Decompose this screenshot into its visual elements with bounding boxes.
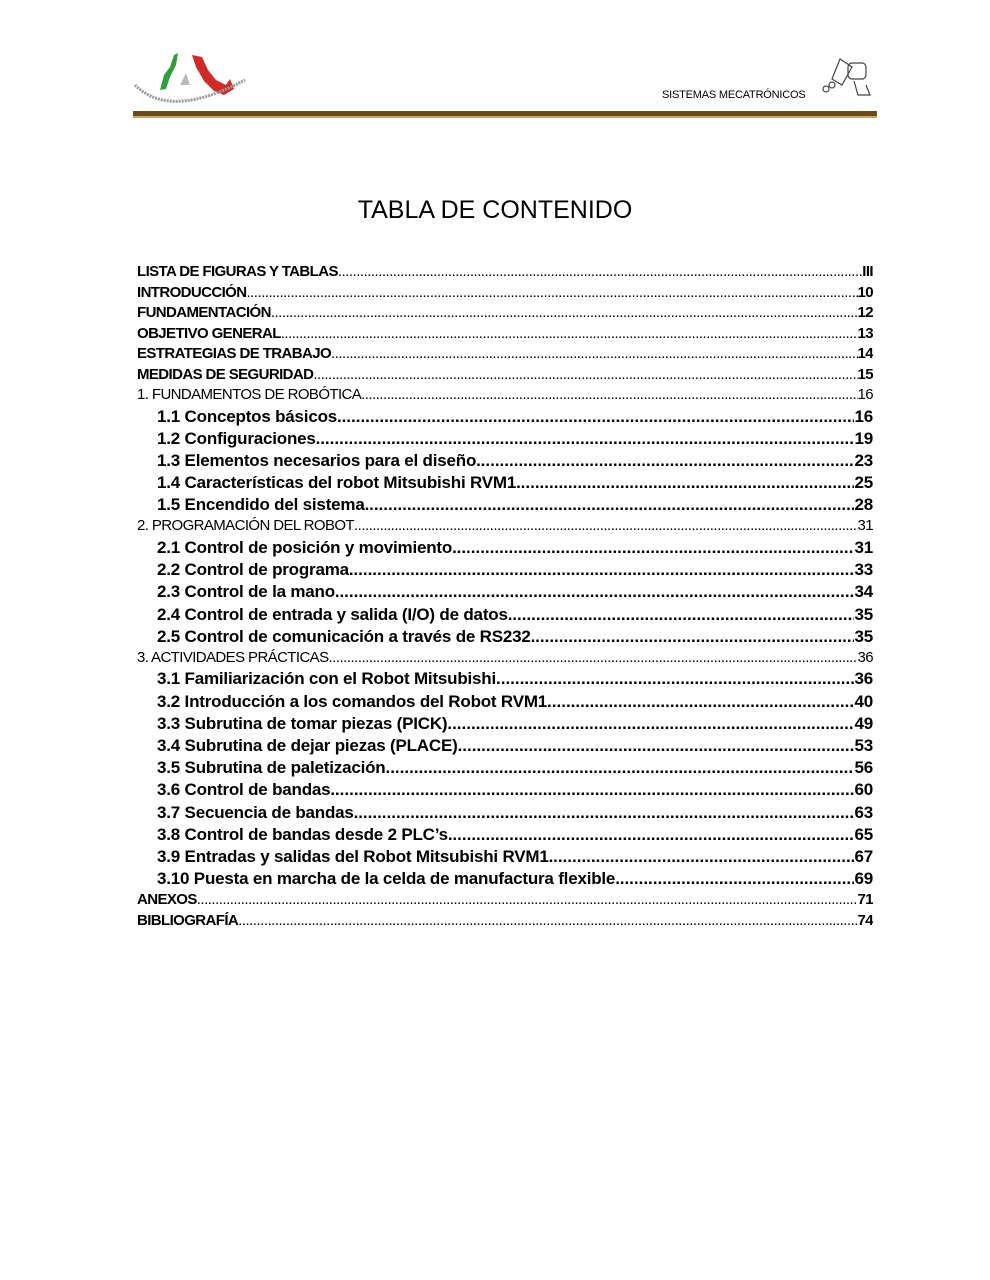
dot-leader: [365, 386, 858, 403]
table-of-contents: [137, 263, 873, 932]
toc-entry-page: 53: [854, 735, 873, 755]
toc-entry-page: 13: [857, 324, 873, 342]
toc-entry-label: 3.7 Secuencia de bandas.: [157, 802, 359, 822]
toc-entry-page: 69: [854, 869, 873, 889]
toc-entry[interactable]: [137, 263, 873, 284]
toc-entry-page: 31: [854, 537, 873, 557]
toc-entry-label: INTRODUCCIÓN: [137, 283, 247, 301]
toc-entry-page: 65: [854, 824, 873, 844]
dot-leader: [452, 825, 854, 845]
toc-entry-page: 35: [854, 626, 873, 646]
toc-entry[interactable]: [137, 736, 873, 758]
toc-entry-page: 40: [854, 691, 873, 711]
toc-entry-page: 36: [857, 648, 873, 666]
dot-leader: [320, 429, 854, 449]
toc-entry-label: 1. FUNDAMENTOS DE ROBÓTICA.: [137, 386, 365, 403]
toc-entry-page: 71: [857, 891, 873, 909]
toc-entry[interactable]: [137, 780, 873, 802]
toc-entry-page: 14: [857, 345, 873, 362]
toc-entry[interactable]: [137, 495, 873, 517]
toc-entry-page: 74: [857, 911, 873, 929]
toc-entry-page: 16: [857, 386, 873, 403]
header-divider: [133, 111, 877, 118]
dot-leader: [313, 366, 857, 383]
toc-entry-page: 15: [857, 365, 873, 383]
toc-entry-page: 33: [854, 560, 873, 580]
toc-entry-page: 36: [854, 669, 873, 689]
toc-entry-label: OBJETIVO GENERAL: [137, 324, 281, 342]
toc-entry[interactable]: [137, 325, 873, 346]
toc-entry-label: 3.2 Introducción a los comandos del Robot RVM1: [157, 691, 548, 711]
toc-entry-label: BIBLIOGRAFÍA: [137, 911, 239, 929]
dot-leader: [385, 758, 854, 778]
dot-leader: [512, 605, 854, 625]
toc-entry-label: LISTA DE FIGURAS Y TABLAS: [137, 263, 338, 280]
dot-leader: [338, 263, 862, 280]
dot-leader: [353, 560, 854, 580]
toc-entry-page: 23: [854, 450, 873, 470]
toc-entry[interactable]: [137, 649, 873, 670]
toc-entry[interactable]: [137, 304, 873, 325]
toc-entry-label: 3.10 Puesta en marcha de la celda de manufactura flexible.: [157, 869, 620, 889]
toc-entry[interactable]: [137, 714, 873, 736]
toc-entry[interactable]: [137, 825, 873, 847]
dot-leader: [447, 714, 854, 734]
toc-entry-label: 3.4 Subrutina de dejar piezas (PLACE): [157, 735, 458, 755]
toc-entry-label: 3.6 Control de bandas.: [157, 780, 335, 800]
toc-entry-label: 1.5 Encendido del sistema.: [157, 495, 370, 515]
toc-entry-label: 2.5 Control de comunicación a través de RS232.: [157, 626, 536, 646]
toc-entry-label: ANEXOS: [137, 891, 197, 909]
toc-entry-page: 56: [854, 758, 873, 778]
toc-entry[interactable]: [137, 517, 873, 538]
toc-entry[interactable]: [137, 538, 873, 560]
toc-entry-page: 25: [854, 473, 873, 493]
toc-entry-label: 1.1 Conceptos básicos.: [157, 406, 342, 426]
toc-entry-label: 2.2 Control de programa.: [157, 560, 354, 580]
toc-entry-label: 2.1 Control de posición y movimiento.: [157, 537, 457, 557]
toc-entry-label: 3.1 Familiarización con el Robot Mitsubishi: [157, 669, 497, 689]
dot-leader: [271, 304, 858, 321]
toc-entry-label: 2.4 Control de entrada y salida (I/O) de datos.: [157, 604, 513, 624]
toc-entry-page: 31: [857, 517, 873, 535]
dot-leader: [331, 345, 857, 362]
dot-leader: [458, 736, 855, 756]
toc-entry-label: 2.3 Control de la mano.: [157, 582, 340, 602]
toc-entry-page: 10: [857, 283, 873, 301]
dot-leader: [328, 649, 857, 666]
dot-leader: [369, 495, 854, 515]
toc-entry[interactable]: [137, 582, 873, 604]
toc-entry-label: 1.4 Características del robot Mitsubishi RVM1.: [157, 473, 521, 493]
toc-entry[interactable]: [137, 429, 873, 451]
toc-entry-page: 35: [854, 604, 873, 624]
toc-entry[interactable]: [137, 560, 873, 582]
dot-leader: [620, 869, 855, 889]
toc-entry-page: 28: [854, 495, 873, 515]
toc-entry-label: MEDIDAS DE SEGURIDAD: [137, 365, 314, 383]
toc-entry[interactable]: [137, 669, 873, 691]
toc-entry[interactable]: [137, 803, 873, 825]
dot-leader: [553, 847, 854, 867]
dot-leader: [358, 803, 854, 823]
dot-leader: [342, 407, 855, 427]
toc-entry-page: 67: [854, 846, 873, 866]
dot-leader: [457, 538, 855, 558]
toc-entry-page: III: [862, 263, 873, 280]
mexico-map-logo: [130, 45, 255, 110]
toc-entry-label: 3. ACTIVIDADES PRÁCTICAS: [137, 648, 329, 666]
dot-leader: [281, 325, 858, 342]
toc-entry-label: 3.5 Subrutina de paletización: [157, 758, 386, 778]
dot-leader: [238, 912, 857, 929]
toc-entry[interactable]: [137, 869, 873, 891]
dot-leader: [246, 284, 857, 301]
toc-entry[interactable]: [137, 605, 873, 627]
toc-entry[interactable]: [137, 912, 873, 933]
toc-entry-label: 3.9 Entradas y salidas del Robot Mitsubishi RVM1.: [157, 846, 554, 866]
toc-entry-page: 60: [854, 780, 873, 800]
toc-entry[interactable]: [137, 451, 873, 473]
toc-entry-page: 12: [857, 304, 873, 321]
toc-entry[interactable]: [137, 407, 873, 429]
toc-entry-label: 1.2 Configuraciones.: [157, 428, 321, 448]
toc-entry-label: 2. PROGRAMACIÓN DEL ROBOT: [137, 517, 354, 535]
toc-entry[interactable]: [137, 366, 873, 387]
toc-entry-label: 3.8 Control de bandas desde 2 PLC’s.: [157, 824, 453, 844]
toc-entry-page: 34: [854, 582, 873, 602]
toc-entry[interactable]: [137, 473, 873, 495]
toc-entry-page: 63: [854, 802, 873, 822]
dot-leader: [481, 451, 855, 471]
toc-entry-label: 3.3 Subrutina de tomar piezas (PICK): [157, 713, 448, 733]
page-title: TABLA DE CONTENIDO: [357, 196, 633, 224]
toc-entry[interactable]: [137, 758, 873, 780]
toc-entry-page: 16: [854, 406, 873, 426]
dot-leader: [197, 891, 858, 908]
dot-leader: [547, 692, 854, 712]
toc-entry-page: 19: [854, 428, 873, 448]
toc-entry[interactable]: [137, 692, 873, 714]
toc-entry-label: ESTRATEGIAS DE TRABAJO: [137, 345, 332, 362]
toc-entry[interactable]: [137, 345, 873, 366]
toc-entry[interactable]: [137, 627, 873, 649]
robot-arm-logo: [818, 55, 878, 103]
dot-leader: [335, 780, 855, 800]
dot-leader: [339, 582, 854, 602]
toc-entry-page: 49: [854, 713, 873, 733]
dot-leader: [354, 517, 858, 534]
dot-leader: [496, 669, 854, 689]
toc-entry[interactable]: [137, 386, 873, 407]
toc-entry[interactable]: [137, 847, 873, 869]
dot-leader: [521, 473, 855, 493]
toc-entry[interactable]: [137, 284, 873, 305]
dot-leader: [535, 627, 854, 647]
header-title: SISTEMAS MECATRÓNICOS: [662, 89, 806, 101]
toc-entry-label: 1.3 Elementos necesarios para el diseño.: [157, 450, 481, 470]
toc-entry[interactable]: [137, 891, 873, 912]
toc-entry-label: FUNDAMENTACIÓN: [137, 304, 271, 321]
